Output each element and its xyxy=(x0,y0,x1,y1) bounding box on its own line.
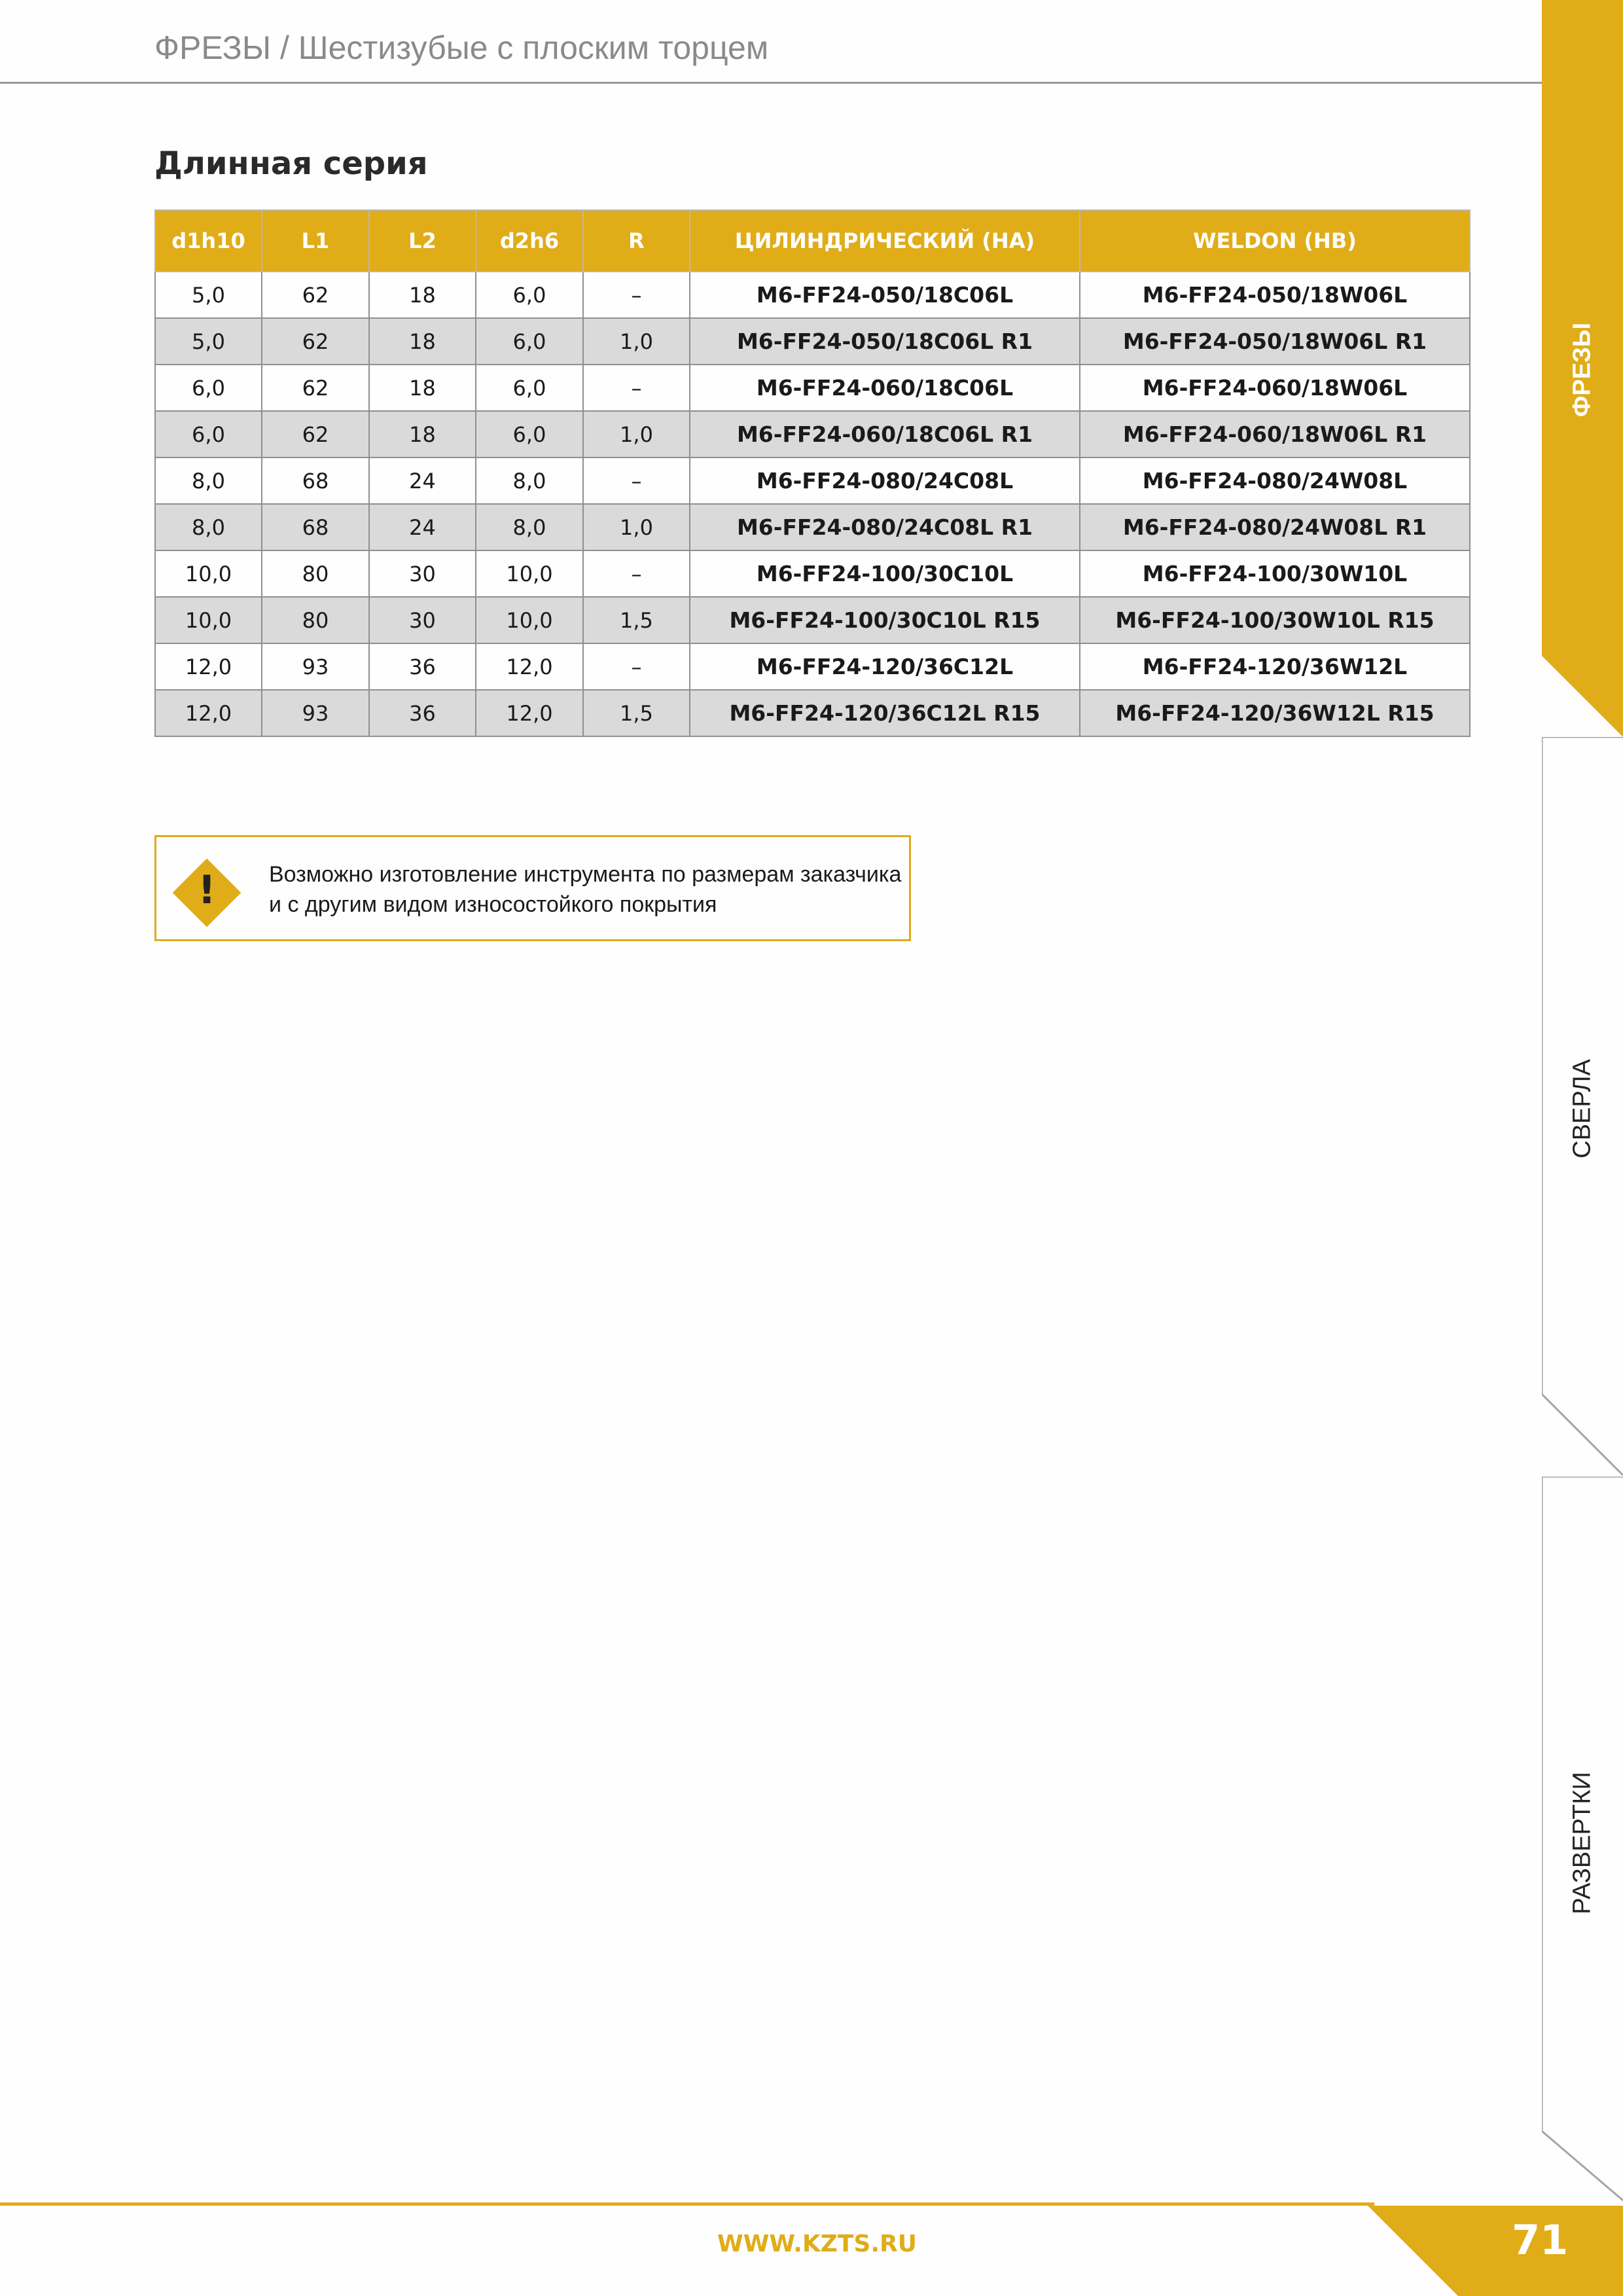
table-cell: 8,0 xyxy=(476,504,583,550)
table-cell: 5,0 xyxy=(155,272,262,318)
table-row xyxy=(155,597,1470,643)
column-header: L2 xyxy=(369,210,476,272)
table-row xyxy=(155,504,1470,550)
product-code-cell: M6-FF24-080/24W08L xyxy=(1080,457,1470,504)
column-header: d1h10 xyxy=(155,210,262,272)
table-cell: 6,0 xyxy=(155,411,262,457)
table-cell: 68 xyxy=(262,504,369,550)
table-cell: 1,0 xyxy=(583,411,690,457)
product-code-cell: M6-FF24-050/18W06L R1 xyxy=(1080,318,1470,365)
table-row xyxy=(155,365,1470,411)
table-cell: 12,0 xyxy=(476,690,583,736)
table-cell: 6,0 xyxy=(476,318,583,365)
table-cell: 1,5 xyxy=(583,690,690,736)
product-code-cell: M6-FF24-100/30C10L xyxy=(690,550,1080,597)
table-cell: 10,0 xyxy=(476,597,583,643)
notice-line-1: Возможно изготовление инструмента по размерам заказчика xyxy=(269,862,902,887)
table-cell: 12,0 xyxy=(476,643,583,690)
side-tab-label: ФРЕЗЫ xyxy=(1568,322,1596,418)
table-cell: – xyxy=(583,365,690,411)
product-code-cell: M6-FF24-050/18C06L R1 xyxy=(690,318,1080,365)
table-cell: 10,0 xyxy=(155,597,262,643)
table-cell: 80 xyxy=(262,597,369,643)
column-header: ЦИЛИНДРИЧЕСКИЙ (HA) xyxy=(690,210,1080,272)
table-cell: 6,0 xyxy=(476,272,583,318)
header-divider xyxy=(0,82,1542,84)
product-code-cell: M6-FF24-100/30C10L R15 xyxy=(690,597,1080,643)
table-row xyxy=(155,411,1470,457)
column-header: d2h6 xyxy=(476,210,583,272)
table-cell: 93 xyxy=(262,690,369,736)
product-code-cell: M6-FF24-080/24C08L xyxy=(690,457,1080,504)
product-code-cell: M6-FF24-060/18W06L R1 xyxy=(1080,411,1470,457)
table-cell: 62 xyxy=(262,411,369,457)
section-heading: Длинная серия xyxy=(154,145,428,182)
page-header-title: ФРЕЗЫ / Шестизубые с плоским торцем xyxy=(154,29,769,66)
side-tab-razvertki[interactable] xyxy=(1542,1477,1623,2203)
product-code-cell: M6-FF24-050/18C06L xyxy=(690,272,1080,318)
side-tab-sverla[interactable] xyxy=(1542,737,1623,1477)
product-code-cell: M6-FF24-120/36C12L R15 xyxy=(690,690,1080,736)
table-cell: 80 xyxy=(262,550,369,597)
table-cell: 30 xyxy=(369,597,476,643)
footer-website-link[interactable]: WWW.KZTS.RU xyxy=(717,2231,917,2257)
table-cell: 10,0 xyxy=(155,550,262,597)
table-cell: 18 xyxy=(369,411,476,457)
product-code-cell: M6-FF24-080/24C08L R1 xyxy=(690,504,1080,550)
table-cell: 6,0 xyxy=(476,365,583,411)
page-number-tab xyxy=(1368,2206,1623,2296)
product-code-cell: M6-FF24-120/36C12L xyxy=(690,643,1080,690)
table-cell: 24 xyxy=(369,504,476,550)
table-cell: 36 xyxy=(369,690,476,736)
table-cell: 6,0 xyxy=(476,411,583,457)
table-cell: 68 xyxy=(262,457,369,504)
table-cell: 10,0 xyxy=(476,550,583,597)
product-code-cell: M6-FF24-050/18W06L xyxy=(1080,272,1470,318)
footer-divider xyxy=(0,2202,1374,2206)
notice-line-2: и с другим видом износостойкого покрытия xyxy=(269,892,717,917)
product-code-cell: M6-FF24-100/30W10L R15 xyxy=(1080,597,1470,643)
table-cell: 8,0 xyxy=(476,457,583,504)
table-cell: – xyxy=(583,643,690,690)
table-body xyxy=(155,272,1470,736)
table-cell: 8,0 xyxy=(155,504,262,550)
table-cell: 18 xyxy=(369,318,476,365)
table-cell: 62 xyxy=(262,365,369,411)
table-cell: 8,0 xyxy=(155,457,262,504)
table-cell: 12,0 xyxy=(155,643,262,690)
table-cell: 5,0 xyxy=(155,318,262,365)
side-tab-frezy[interactable] xyxy=(1542,0,1623,737)
table-cell: 12,0 xyxy=(155,690,262,736)
table-cell: 1,0 xyxy=(583,318,690,365)
product-code-cell: M6-FF24-060/18C06L xyxy=(690,365,1080,411)
table-row xyxy=(155,643,1470,690)
product-code-cell: M6-FF24-060/18C06L R1 xyxy=(690,411,1080,457)
spec-table xyxy=(154,209,1471,737)
product-code-cell: M6-FF24-060/18W06L xyxy=(1080,365,1470,411)
table-cell: 30 xyxy=(369,550,476,597)
table-cell: 1,5 xyxy=(583,597,690,643)
table-cell: 62 xyxy=(262,272,369,318)
product-code-cell: M6-FF24-100/30W10L xyxy=(1080,550,1470,597)
table-cell: 18 xyxy=(369,365,476,411)
table-cell: 24 xyxy=(369,457,476,504)
table-cell: – xyxy=(583,550,690,597)
table-row xyxy=(155,457,1470,504)
table-cell: 18 xyxy=(369,272,476,318)
table-cell: 1,0 xyxy=(583,504,690,550)
side-tab-label: РАЗВЕРТКИ xyxy=(1568,1772,1596,1914)
table-cell: 93 xyxy=(262,643,369,690)
table-row xyxy=(155,272,1470,318)
notice-text xyxy=(269,859,901,920)
exclamation-glyph: ! xyxy=(198,867,216,913)
table-cell: – xyxy=(583,457,690,504)
side-tab-label: СВЕРЛА xyxy=(1568,1059,1596,1158)
table-cell: 62 xyxy=(262,318,369,365)
product-code-cell: M6-FF24-080/24W08L R1 xyxy=(1080,504,1470,550)
table-header-row xyxy=(155,210,1470,272)
column-header: R xyxy=(583,210,690,272)
table-row xyxy=(155,318,1470,365)
column-header: L1 xyxy=(262,210,369,272)
notice-box xyxy=(154,835,911,941)
table-row xyxy=(155,550,1470,597)
column-header: WELDON (HB) xyxy=(1080,210,1470,272)
table-cell: 6,0 xyxy=(155,365,262,411)
table-cell: – xyxy=(583,272,690,318)
product-code-cell: M6-FF24-120/36W12L R15 xyxy=(1080,690,1470,736)
product-code-cell: M6-FF24-120/36W12L xyxy=(1080,643,1470,690)
table-row xyxy=(155,690,1470,736)
table-cell: 36 xyxy=(369,643,476,690)
page-number: 71 xyxy=(1512,2216,1569,2264)
